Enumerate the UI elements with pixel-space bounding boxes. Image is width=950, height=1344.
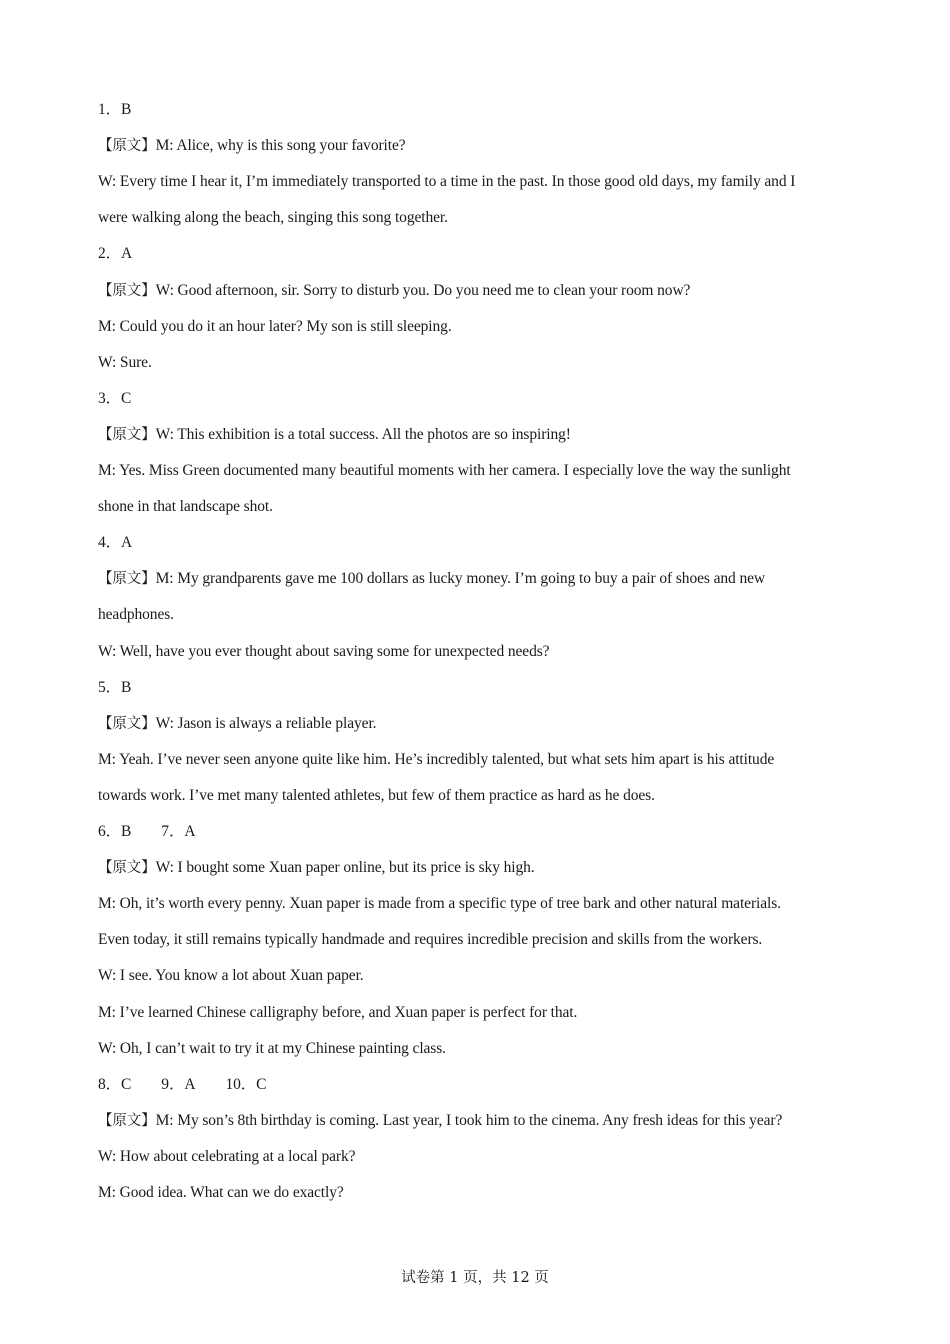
answer-line: [98, 100, 858, 120]
transcript-line: [98, 353, 858, 373]
answer-line: [98, 389, 858, 409]
transcript-line: [98, 966, 858, 986]
transcript-text: W: Oh, I can’t wait to try it at my Chinese painting class.: [98, 1039, 446, 1057]
transcript-line: [98, 786, 858, 806]
transcript-line: [98, 1147, 858, 1167]
answer-item: 6．B: [98, 823, 132, 840]
answer-item: 4．A: [98, 534, 133, 552]
transcript-line: [98, 1003, 858, 1023]
transcript-text: were walking along the beach, singing this song together.: [98, 209, 448, 227]
transcript-line: [98, 497, 858, 517]
transcript-text: towards work. I’ve met many talented athletes, but few of them practice as hard as he does.: [98, 786, 655, 804]
answer-line: [98, 678, 858, 698]
transcript-start-line: [98, 569, 858, 589]
transcript-line: [98, 461, 858, 481]
transcript-line: [98, 894, 858, 914]
transcript-tag: 【原文】: [98, 571, 156, 588]
answer-item: 5．B: [98, 678, 132, 696]
transcript-tag: 【原文】: [98, 860, 156, 877]
answer-item: 7．A: [161, 823, 196, 840]
transcript-text: W: Every time I hear it, I’m immediately transported to a time in the past. In those good old days, my family and I: [98, 173, 796, 191]
transcript-text: M: Yes. Miss Green documented many beautiful moments with her camera. I especially love the way the sunlight: [98, 462, 791, 479]
transcript-text: W: Sure.: [98, 353, 152, 371]
transcript-text: W: Good afternoon, sir. Sorry to disturb you. Do you need me to clean your room now?: [155, 281, 691, 299]
transcript-text: W: Well, have you ever thought about saving some for unexpected needs?: [98, 642, 550, 660]
transcript-text: M: I’ve learned Chinese calligraphy before, and Xuan paper is perfect for that.: [98, 1003, 578, 1021]
transcript-line: [98, 930, 858, 950]
answer-line: [98, 1075, 858, 1095]
transcript-start-line: [98, 714, 858, 734]
transcript-start-line: [98, 858, 858, 878]
transcript-tag: 【原文】: [98, 1112, 156, 1129]
transcript-text: M: Could you do it an hour later? My son is still sleeping.: [98, 317, 452, 335]
transcript-start-line: [98, 1111, 858, 1131]
transcript-line: [98, 172, 858, 192]
transcript-start-line: [98, 281, 858, 301]
transcript-text: M: Good idea. What can we do exactly?: [98, 1184, 344, 1201]
answer-line: [98, 244, 858, 264]
transcript-line: [98, 208, 858, 228]
transcript-line: [98, 642, 858, 662]
answer-item: 8．C: [98, 1075, 132, 1093]
transcript-text: shone in that landscape shot.: [98, 498, 273, 516]
answer-item: 2．A: [98, 245, 133, 263]
transcript-start-line: [98, 136, 858, 156]
transcript-line: [98, 605, 858, 625]
transcript-tag: 【原文】: [98, 426, 156, 443]
transcript-start-line: [98, 425, 858, 445]
transcript-tag: 【原文】: [98, 282, 156, 299]
transcript-text: W: I bought some Xuan paper online, but its price is sky high.: [155, 859, 535, 877]
transcript-text: W: Jason is always a reliable player.: [155, 714, 377, 732]
transcript-text: M: Alice, why is this song your favorite?: [155, 137, 406, 155]
answer-line: [98, 822, 858, 842]
transcript-text: M: My son’s 8th birthday is coming. Last year, I took him to the cinema. Any fresh ideas for this year?: [155, 1111, 783, 1129]
answer-line: [98, 533, 858, 553]
answer-item: 3．C: [98, 389, 132, 407]
transcript-line: [98, 317, 858, 337]
transcript-line: [98, 1183, 858, 1203]
transcript-text: headphones.: [98, 606, 174, 624]
answer-item: 10．C: [225, 1075, 267, 1093]
transcript-tag: 【原文】: [98, 138, 156, 155]
transcript-text: Even today, it still remains typically handmade and requires incredible precision and skills from the workers.: [98, 931, 763, 949]
transcript-line: [98, 1039, 858, 1059]
transcript-text: M: Yeah. I’ve never seen anyone quite like him. He’s incredibly talented, but what sets him apart is his attitude: [98, 750, 775, 768]
transcript-text: M: Oh, it’s worth every penny. Xuan paper is made from a specific type of tree bark and other natural materials.: [98, 895, 781, 913]
transcript-text: W: How about celebrating at a local park?: [98, 1147, 356, 1165]
transcript-tag: 【原文】: [98, 715, 156, 732]
answer-item: 9．A: [161, 1075, 196, 1093]
transcript-text: W: This exhibition is a total success. All the photos are so inspiring!: [155, 425, 571, 443]
answer-item: 1．B: [98, 101, 132, 118]
transcript-text: M: My grandparents gave me 100 dollars as lucky money. I’m going to buy a pair of shoes and new: [155, 570, 765, 588]
transcript-line: [98, 750, 858, 770]
transcript-text: W: I see. You know a lot about Xuan paper.: [98, 967, 364, 985]
page-footer: 试卷第 1 页，共 12 页: [401, 1270, 549, 1286]
